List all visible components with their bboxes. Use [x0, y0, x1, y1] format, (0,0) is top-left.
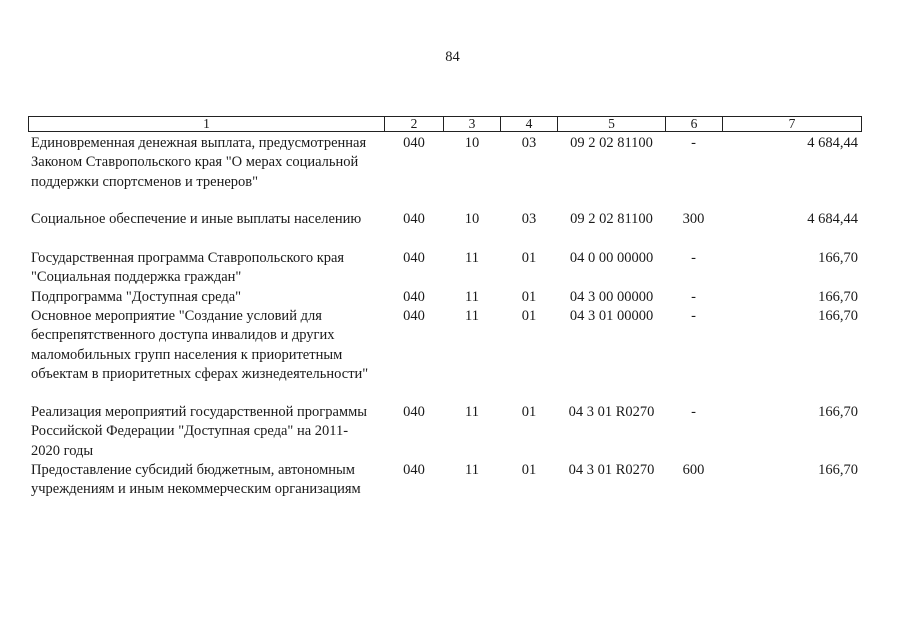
amount: 166,70: [818, 250, 858, 266]
amount: 166,70: [818, 462, 858, 478]
section-code: 11: [465, 308, 479, 324]
column-header-7: 7: [723, 117, 862, 132]
description-line: Российской Федерации "Доступная среда" на 2011-: [31, 423, 349, 440]
row-description: [31, 307, 387, 384]
amount: 4 684,44: [807, 211, 858, 227]
description-line: Предоставление субсидий бюджетным, автономным: [31, 462, 355, 478]
ministry-code: 040: [403, 404, 425, 420]
description-line: "Социальная поддержка граждан": [31, 269, 242, 286]
ministry-code: 040: [403, 462, 425, 478]
section-code: 11: [465, 289, 479, 305]
section-code: 11: [465, 250, 479, 266]
row-description: [31, 249, 387, 288]
section-code: 10: [464, 135, 480, 151]
ministry-code: 040: [403, 250, 425, 266]
target-article-code: 04 0 00 00000: [569, 250, 654, 266]
subsection-code: 01: [521, 308, 537, 324]
expense-type-code: 600: [682, 462, 705, 478]
section-code: 11: [465, 462, 479, 478]
amount: 4 684,44: [807, 135, 858, 151]
description-line: маломобильных групп населения к приоритетным: [31, 346, 343, 363]
expense-type-code: -: [691, 289, 696, 305]
description-line: объектам в приоритетных сферах жизнедеятельности": [31, 365, 369, 382]
description-line: Единовременная денежная выплата, предусмотренная: [31, 135, 367, 151]
column-number-header: [28, 116, 862, 132]
description-line: Реализация мероприятий государственной программы: [31, 404, 368, 420]
description-line: Основное мероприятие "Создание условий для: [31, 308, 322, 324]
target-article-code: 04 3 01 R0270: [568, 404, 655, 420]
description-line: беспрепятственного доступа инвалидов и других: [31, 327, 335, 344]
description-line: поддержки спортсменов и тренеров": [31, 173, 259, 190]
subsection-code: 01: [521, 289, 537, 305]
section-code: 11: [465, 404, 479, 420]
description-line: 2020 годы: [31, 442, 94, 459]
section-code: 10: [464, 211, 480, 227]
expense-type-code: -: [691, 250, 696, 266]
row-description: [31, 288, 387, 307]
page-number: 84: [445, 49, 460, 65]
subsection-code: 03: [521, 135, 537, 151]
target-article-code: 04 3 01 00000: [569, 308, 654, 324]
ministry-code: 040: [403, 289, 425, 305]
column-header-5: 5: [558, 117, 666, 132]
description-line: Законом Ставропольского края "О мерах социальной: [31, 154, 359, 171]
row-description: [31, 461, 387, 500]
amount: 166,70: [818, 308, 858, 324]
expense-type-code: -: [691, 308, 696, 324]
target-article-code: 04 3 00 00000: [569, 289, 654, 305]
expense-type-code: -: [691, 404, 696, 420]
subsection-code: 01: [521, 404, 537, 420]
target-article-code: 09 2 02 81100: [570, 211, 653, 227]
expense-type-code: 300: [682, 211, 705, 227]
column-header-6: 6: [666, 117, 723, 132]
description-line: Подпрограмма "Доступная среда": [31, 289, 242, 305]
row-description: [31, 403, 387, 461]
subsection-code: 01: [521, 462, 537, 478]
amount: 166,70: [818, 289, 858, 305]
subsection-code: 01: [521, 250, 537, 266]
target-article-code: 09 2 02 81100: [570, 135, 653, 151]
description-line: учреждениям и иным некоммерческим организациям: [31, 481, 361, 498]
column-header-1: 1: [29, 117, 385, 132]
ministry-code: 040: [403, 211, 425, 227]
ministry-code: 040: [403, 135, 425, 151]
expense-type-code: -: [691, 135, 696, 151]
description-line: Социальное обеспечение и иные выплаты населению: [31, 211, 362, 227]
column-header-4: 4: [501, 117, 558, 132]
column-header-3: 3: [444, 117, 501, 132]
column-header-2: 2: [385, 117, 444, 132]
row-description: [31, 210, 387, 229]
subsection-code: 03: [521, 211, 537, 227]
amount: 166,70: [818, 404, 858, 420]
target-article-code: 04 3 01 R0270: [568, 462, 655, 478]
ministry-code: 040: [403, 308, 425, 324]
description-line: Государственная программа Ставропольского края: [31, 250, 345, 266]
row-description: [31, 134, 387, 192]
